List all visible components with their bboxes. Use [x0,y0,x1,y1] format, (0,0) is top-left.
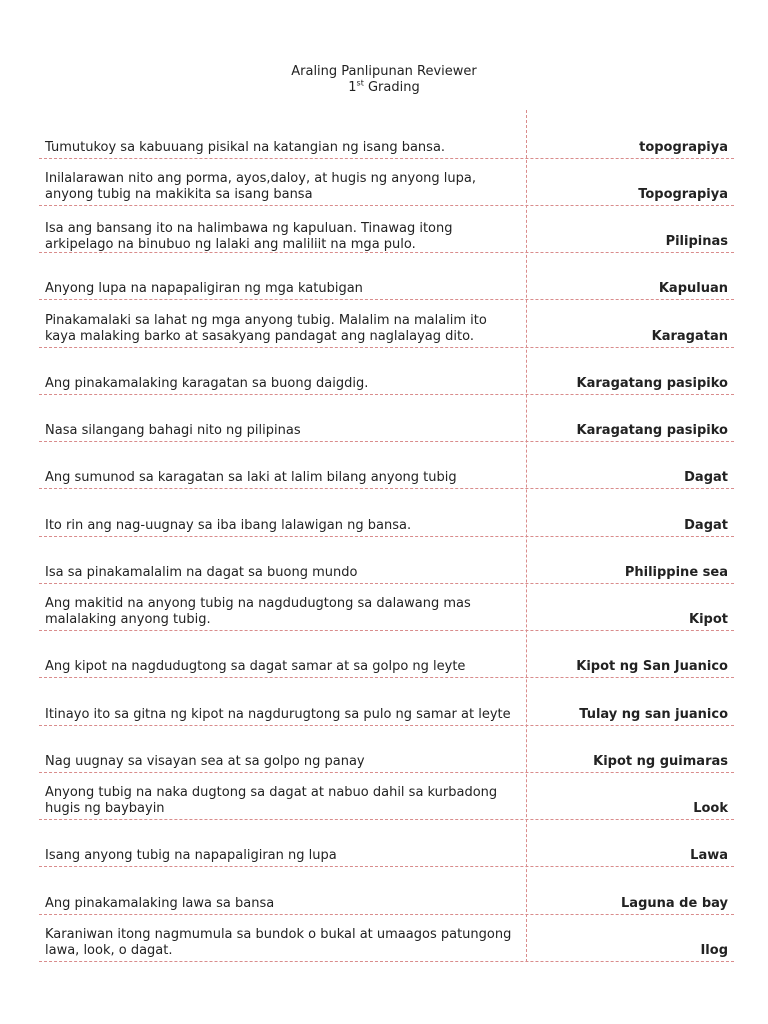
row-answer: Ilog [700,942,728,958]
row-answer: Tulay ng san juanico [579,706,728,722]
table-row [39,819,734,867]
table-row [39,536,734,584]
table-row [39,110,734,159]
table-row [39,488,734,537]
row-answer: Kipot [689,611,728,627]
grading-number: 1 [348,80,357,95]
row-answer: topograpiya [639,139,728,155]
table-row [39,677,734,726]
row-question: Anyong tubig na naka dugtong sa dagat at nabuo dahil sa kurbadong hugis ng baybayin [45,785,498,816]
table-row [39,347,734,395]
row-question: Tumutukoy sa kabuuang pisikal na katangian ng isang bansa. [45,139,446,155]
row-answer: Kapuluan [658,280,728,296]
row-question: Nag uugnay sa visayan sea at sa golpo ng panay [45,753,365,769]
row-answer: Topograpiya [638,186,728,202]
row-question: Ang kipot na nagdudugtong sa dagat samar at sa golpo ng leyte [45,658,466,674]
row-answer: Look [693,800,728,816]
row-question: Pinakamalaki sa lahat ng mga anyong tubig. Malalim na malalim ito kaya malaking barko at sasakyang pandagat ang naglalayag dito. [45,313,487,344]
row-question: Inilalarawan nito ang porma, ayos,daloy, at hugis ng anyong lupa, anyong tubig na makikita sa isang bansa [45,171,476,202]
row-question: Itinayo ito sa gitna ng kipot na nagdurugtong sa pulo ng samar at leyte [45,706,511,722]
row-question: Ito rin ang nag-uugnay sa iba ibang lalawigan ng bansa. [45,517,412,533]
table-row [39,630,734,678]
row-question: Ang pinakamalaking lawa sa bansa [45,895,275,911]
document-header [0,64,768,96]
row-question: Karaniwan itong nagmumula sa bundok o bukal at umaagos patungong lawa, look, o dagat. [45,927,512,958]
table-row [39,158,734,206]
table-row [39,914,734,962]
row-question: Isa ang bansang ito na halimbawa ng kapuluan. Tinawag itong arkipelago na binubuo ng lalaki ang maliliit na mga pulo. [45,221,453,252]
row-answer: Philippine sea [624,564,728,580]
grading-suffix: st [356,78,364,88]
table-row [39,583,734,631]
row-answer: Lawa [690,847,728,863]
table-row [39,725,734,773]
table-row [39,299,734,348]
table-row [39,394,734,442]
row-answer: Karagatang pasipiko [576,375,728,391]
table-row [39,441,734,489]
row-answer: Karagatan [651,328,728,344]
row-question: Isa sa pinakamalalim na dagat sa buong mundo [45,564,358,580]
row-question: Ang sumunod sa karagatan sa laki at lalim bilang anyong tubig [45,469,457,485]
row-answer: Dagat [684,517,728,533]
grading-period [0,80,768,96]
document-title: Araling Panlipunan Reviewer [291,64,477,79]
row-question: Ang makitid na anyong tubig na nagdudugtong sa dalawang mas malalaking anyong tubig. [45,596,471,627]
row-answer: Kipot ng San Juanico [576,658,728,674]
grading-word: Grading [367,80,420,95]
row-answer: Kipot ng guimaras [593,753,728,769]
table-row [39,205,734,253]
table-row [39,772,734,820]
row-question: Anyong lupa na napapaligiran ng mga katubigan [45,280,363,296]
row-answer: Laguna de bay [621,895,728,911]
row-question: Ang pinakamalaking karagatan sa buong daigdig. [45,375,369,391]
row-answer: Pilipinas [665,233,728,249]
row-question: Nasa silangang bahagi nito ng pilipinas [45,422,301,438]
row-answer: Dagat [684,469,728,485]
row-answer: Karagatang pasipiko [576,422,728,438]
table-row [39,866,734,915]
row-question: Isang anyong tubig na napapaligiran ng lupa [45,847,337,863]
table-row [39,252,734,300]
